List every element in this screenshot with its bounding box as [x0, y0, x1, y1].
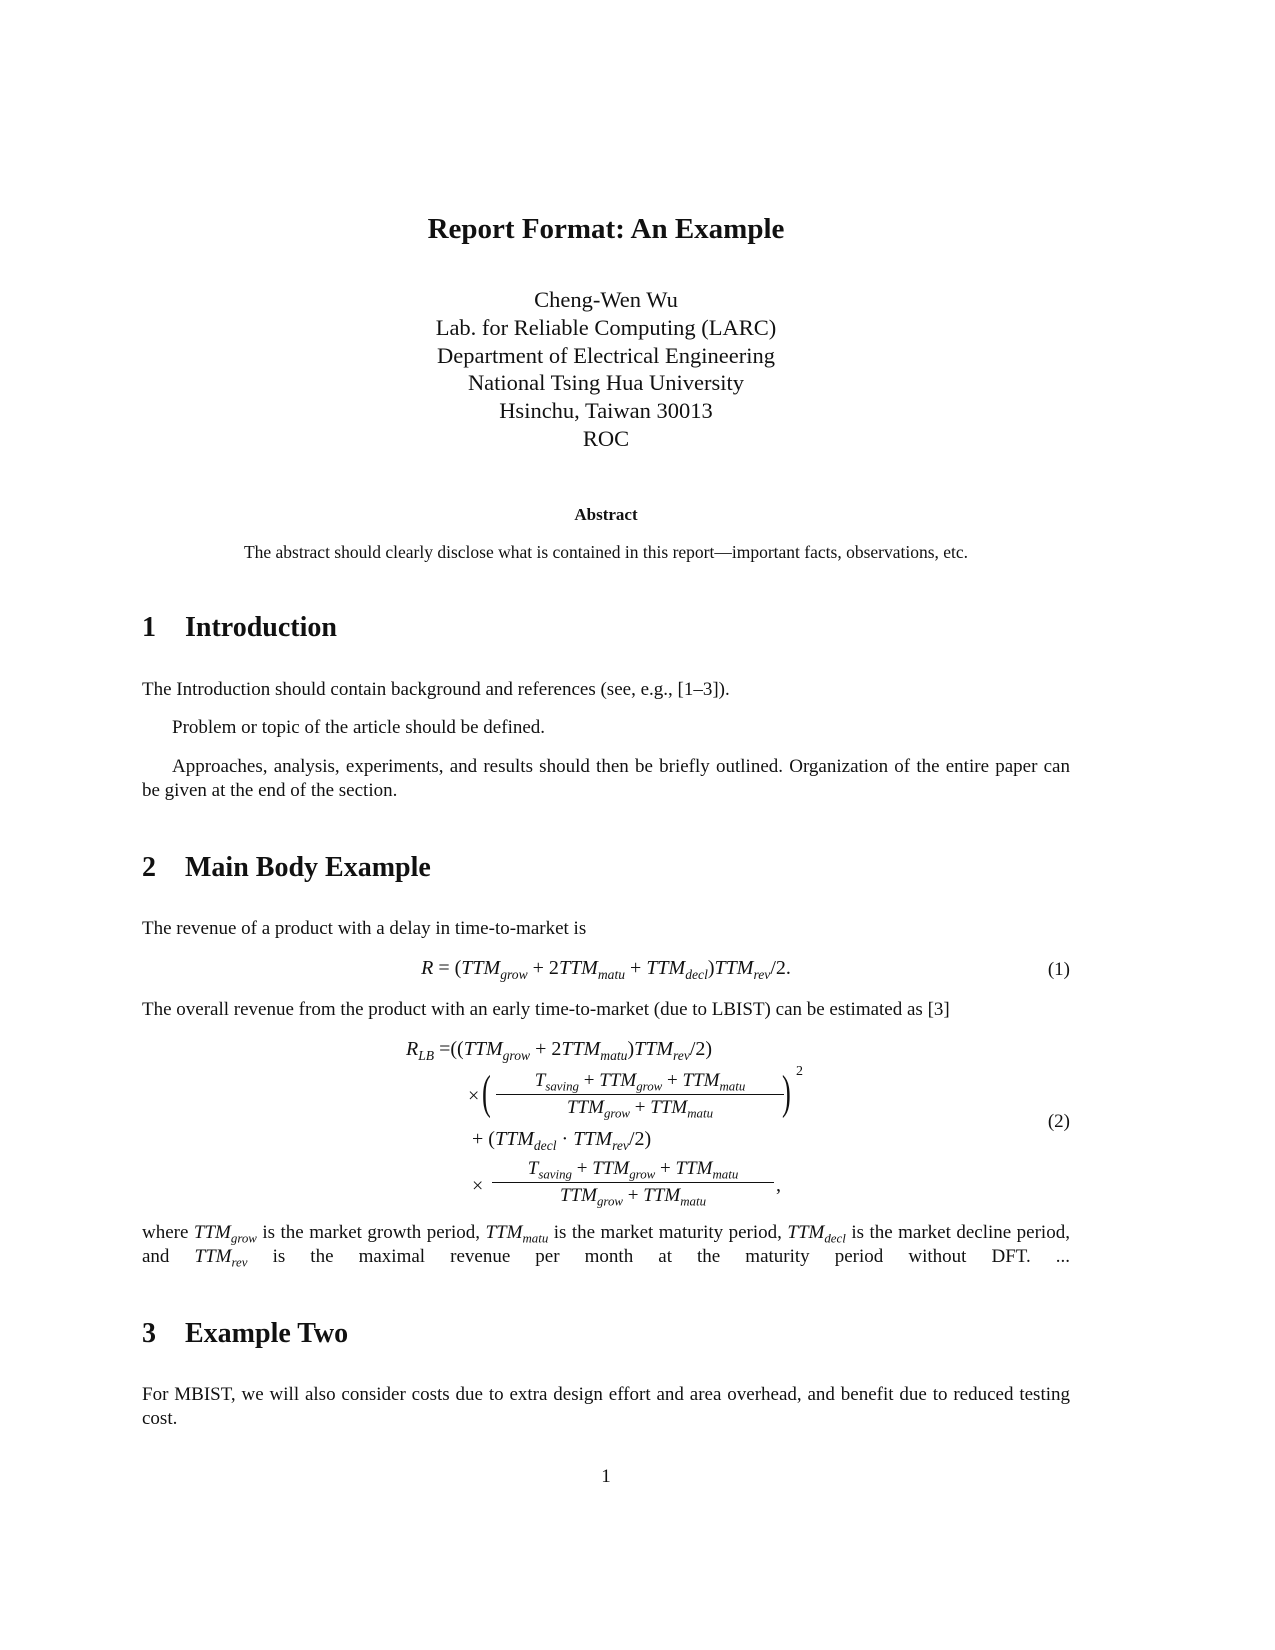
section-number: 1 [142, 612, 156, 643]
section-heading-introduction [142, 612, 337, 644]
where-word: where [142, 1222, 189, 1243]
author-block [0, 286, 1212, 453]
abstract-heading: Abstract [574, 505, 638, 524]
equation-2-line-1: $R_{LB} =((TTM_{grow} + 2TTM_{matu})TTM_{rev}/2)$ [406, 1038, 713, 1063]
main-body-paragraph-1: The revenue of a product with a delay in time-to-market is [142, 918, 587, 939]
author-country: ROC [582, 425, 630, 451]
section-title: Main Body Example [185, 852, 431, 883]
author-lab: Lab. for Reliable Computing (LARC) [435, 314, 777, 340]
paren-open: ( [482, 1066, 491, 1119]
intro-paragraph-2: Problem or topic of the article should be defined. [172, 717, 546, 738]
fraction-1: $T_{saving} + TTM_{grow} + TTM_{matu}$ $TTM_{grow} + TTM_{matu}$ [496, 1070, 784, 1119]
where-text-4: is the maximal revenue per month at the maturity period without DFT. ... [272, 1246, 1071, 1267]
where-text-1: is the market growth period, [262, 1222, 481, 1243]
example-two-paragraph: For MBIST, we will also consider costs due to extra design effort and area overhead, and benefit due to reduced testing cost. [142, 1384, 1070, 1429]
page-number: 1 [601, 1466, 611, 1487]
section-number: 2 [142, 852, 156, 883]
times-symbol-2: × [472, 1175, 484, 1197]
section-title: Example Two [185, 1318, 349, 1349]
equation-1-number: (1) [1047, 959, 1070, 980]
comma: , [776, 1174, 781, 1196]
exponent-2: 2 [796, 1064, 803, 1079]
paren-close: ) [782, 1066, 791, 1119]
abstract-text: The abstract should clearly disclose what is contained in this report—important facts, observations, etc. [243, 542, 969, 562]
where-clause-line-1: where $TTM_{grow}$ is the market growth period, $TTM_{matu}$ is the market maturity period, $TTM_{decl}$ is the market decline period, and $TTM_{rev}$ is the maximal revenue per month at the maturity period without DFT. ... [142, 1222, 1071, 1270]
fraction-2: $T_{saving} + TTM_{grow} + TTM_{matu}$ $TTM_{grow} + TTM_{matu}$ [492, 1158, 774, 1207]
equation-2-number: (2) [1047, 1111, 1070, 1132]
main-body-paragraph-2: The overall revenue from the product with an early time-to-market (due to LBIST) can be estimated as [3] [142, 999, 950, 1020]
author-city: Hsinchu, Taiwan 30013 [499, 398, 713, 424]
where-text-3: is the market decline period, and [142, 1222, 1070, 1267]
section-heading-example-two [142, 1318, 348, 1350]
where-text-2: is the market maturity period, [553, 1222, 782, 1243]
paper-title: Report Format: An Example [427, 213, 785, 245]
intro-paragraph-1: The Introduction should contain background and references (see, e.g., [1–3]). [142, 679, 730, 700]
author-name: Cheng-Wen Wu [534, 287, 678, 312]
section-heading-main-body [142, 852, 431, 884]
equation-1: $R = (TTM_{grow} + 2TTM_{matu} + TTM_{decl})TTM_{rev}/2$. [421, 957, 791, 982]
equation-2-line-3: + $(TTM_{decl} \cdot TTM_{rev}/2)$ [472, 1128, 652, 1153]
section-number: 3 [142, 1318, 156, 1349]
times-symbol: × [468, 1085, 480, 1107]
section-title: Introduction [185, 612, 337, 643]
author-department: Department of Electrical Engineering [437, 342, 775, 368]
author-university: National Tsing Hua University [467, 370, 745, 396]
intro-paragraph-3: Approaches, analysis, experiments, and results should then be briefly outlined. Organization of the entire paper can be given at the end of the section. [142, 756, 1070, 801]
